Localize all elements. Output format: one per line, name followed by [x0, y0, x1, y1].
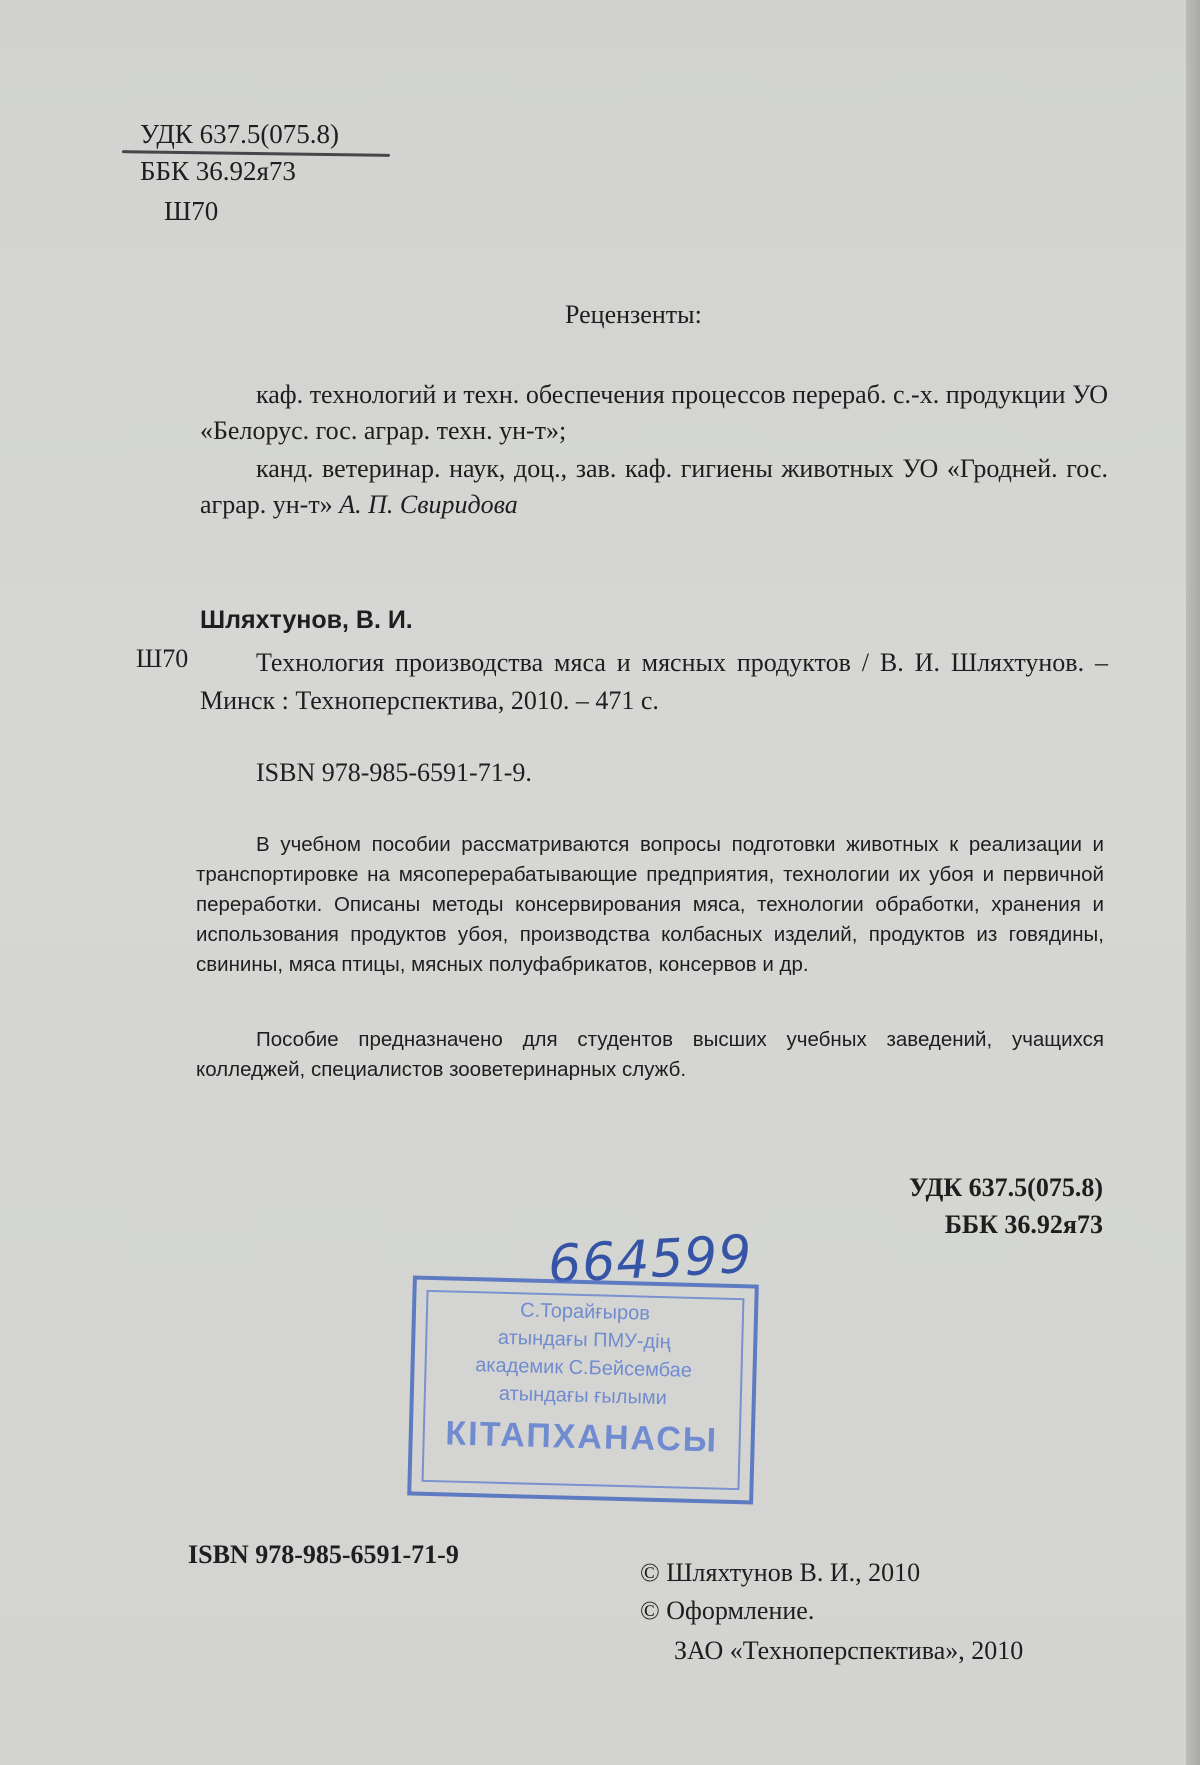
bbk-code-bottom: ББК 36.92я73 [944, 1210, 1103, 1239]
isbn-footer: ISBN 978-985-6591-71-9 [188, 1540, 459, 1569]
stamp-line: атындағы ПМУ-дің [497, 1326, 671, 1354]
handwritten-inventory-number: 664599 [546, 1224, 754, 1296]
annotation-paragraph-2 [196, 1025, 1104, 1085]
isbn-record: ISBN 978-985-6591-71-9. [256, 758, 532, 787]
author-sign: Ш70 [136, 644, 189, 673]
reviewer-2-name: А. П. Свиридова [339, 490, 518, 519]
copyright-author: © Шляхтунов В. И., 2010 [640, 1558, 921, 1587]
reviewers-heading: Рецензенты: [565, 300, 702, 329]
stamp-line: атындағы ғылыми [498, 1382, 668, 1410]
stamp-line: С.Торайғыров [519, 1299, 651, 1325]
bbk-code-top: ББК 36.92я73 [140, 156, 296, 186]
copyright-publisher: ЗАО «Техноперспектива», 2010 [674, 1636, 1024, 1665]
author-heading: Шляхтунов, В. И. [200, 606, 413, 634]
author-sign-top: Ш70 [164, 196, 219, 226]
stamp-line: академик С.Бейсембае [474, 1354, 693, 1382]
library-stamp-text [412, 1294, 754, 1462]
udk-code-top: УДК 637.5(075.8) [140, 119, 340, 149]
udk-code-bottom: УДК 637.5(075.8) [908, 1173, 1103, 1202]
bibliographic-record [200, 644, 1108, 720]
bibliographic-record-text: Технология производства мяса и мясных продуктов / В. И. Шляхтунов. – Минск : Техноперспектива, 2010. – 471 с. [200, 648, 1108, 715]
annotation-paragraph-2-text: Пособие предназначено для студентов высших учебных заведений, учащихся колледжей, специалистов зооветеринарных служб. [196, 1028, 1104, 1081]
stamp-title: КІТАПХАНАСЫ [444, 1414, 719, 1460]
library-stamp [407, 1276, 759, 1505]
reviewer-1-text: каф. технологий и техн. обеспечения процессов перераб. с.-х. продукции УО «Белорус. гос. аграр. техн. ун-т»; [200, 380, 1108, 445]
reviewer-2-text: канд. ветеринар. наук, доц., зав. каф. гигиены животных УО «Гродней. гос. аграр. ун-т» [200, 454, 1108, 519]
page-edge [1186, 0, 1200, 1765]
copyright-design: © Оформление. [640, 1596, 815, 1625]
reviewer-2 [200, 451, 1108, 523]
annotation-paragraph-1 [196, 830, 1104, 980]
annotation-paragraph-1-text: В учебном пособии рассматриваются вопросы подготовки животных к реализации и транспортировке на мясоперерабатывающие предприятия, технологии их убоя и первичной переработки. Описаны методы консервирования мяса, технологии обработки, хранения и использования продуктов убоя, производства колбасных изделий, продуктов из говядины, свинины, мяса птицы, мясных полуфабрикатов, консервов и др. [196, 833, 1104, 976]
reviewer-1 [200, 377, 1108, 449]
